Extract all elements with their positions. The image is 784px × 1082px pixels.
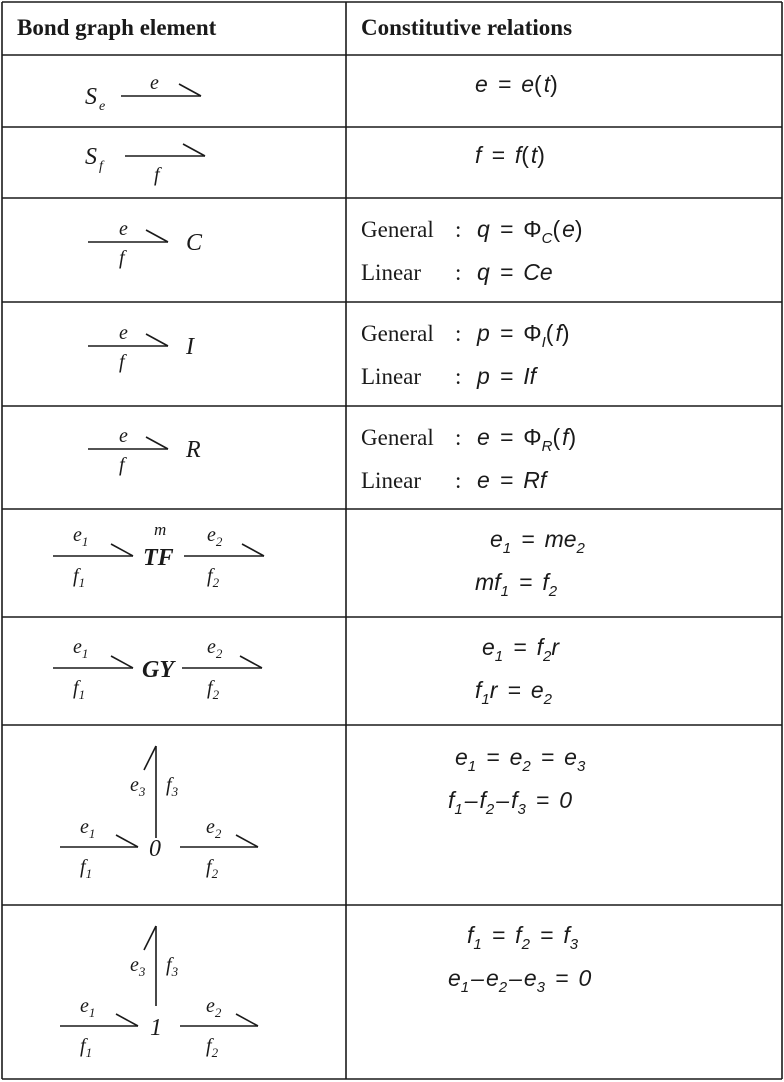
relation-kind-linear: Linear (361, 364, 422, 389)
effort-2-label: $e_2$ (207, 636, 223, 661)
relation-expr-general: $e = \Phi_R(f)$ (477, 424, 577, 455)
relation-kind-linear: Linear (361, 468, 422, 493)
relation-expr-linear: p = If (477, 363, 537, 389)
bond-half-arrow-1 (111, 544, 133, 556)
relation-line-2: $e_1-e_2-e_3 = 0$ (448, 965, 592, 996)
bond-half-arrow (146, 334, 168, 346)
relation-line-2: $f_1-f_2-f_3 = 0$ (448, 787, 573, 818)
bond-half-arrow-1 (116, 835, 138, 847)
flow-1-label: $f_1$ (73, 565, 86, 590)
effort-2-label: $e_2$ (206, 816, 222, 841)
flow-3-label: $f_3$ (166, 774, 179, 799)
row-inertia (88, 320, 570, 389)
row-capacitor (88, 216, 583, 285)
flow-1-label: $f_1$ (80, 1035, 93, 1060)
flow-2-label: $f_2$ (206, 1035, 219, 1060)
row-zero-junction (60, 744, 586, 881)
effort-3-label: $e_3$ (130, 954, 146, 979)
bond-half-arrow (146, 437, 168, 449)
relation-expr-linear: q = Ce (477, 259, 553, 285)
source-subscript: f (99, 159, 103, 174)
bond-half-arrow-3 (144, 746, 156, 770)
node-label: TF (143, 545, 174, 571)
node-label: R (186, 437, 201, 463)
node-label: C (186, 230, 203, 256)
relation-line-1: $e_1 = f_2r$ (482, 634, 559, 665)
relation-sep: : (455, 425, 462, 450)
relation-line-1: $e_1 = e_2 = e_3$ (455, 744, 586, 775)
relation-expr-general: $p = \Phi_I(f)$ (477, 320, 570, 351)
relation-line-1: $f_1 = f_2 = f_3$ (467, 922, 579, 953)
header-constitutive-relations: Constitutive relations (361, 15, 573, 40)
flow-2-label: $f_2$ (207, 677, 220, 702)
relation-sep: : (455, 364, 462, 389)
row-resistor (88, 424, 576, 493)
bond-half-arrow-1 (116, 1014, 138, 1026)
source-subscript: e (99, 99, 106, 114)
relation-sep: : (455, 468, 462, 493)
relation-sep: : (455, 321, 462, 346)
flow-label: f (154, 164, 160, 186)
relation-line-1: f = f(t) (475, 142, 545, 168)
effort-2-label: $e_2$ (206, 995, 222, 1020)
row-transformer (53, 520, 586, 600)
relation-kind-general: General (361, 217, 434, 242)
relation-line-2: $f_1r = e_2$ (475, 677, 552, 708)
table-grid (2, 2, 782, 1079)
effort-label: e (119, 218, 128, 240)
relation-kind-linear: Linear (361, 260, 422, 285)
effort-1-label: $e_1$ (80, 816, 96, 841)
modulus-label: m (154, 520, 167, 539)
relation-kind-general: General (361, 321, 434, 346)
bond-half-arrow-2 (242, 544, 264, 556)
relation-sep: : (455, 217, 462, 242)
header-bond-graph-element: Bond graph element (17, 15, 217, 40)
effort-label: e (150, 72, 159, 94)
flow-label: f (119, 351, 125, 373)
node-label: 0 (149, 836, 161, 862)
effort-label: e (119, 322, 128, 344)
flow-3-label: $f_3$ (166, 954, 179, 979)
relation-line-2: $mf_1 = f_2$ (475, 569, 558, 600)
relation-kind-general: General (361, 425, 434, 450)
effort-2-label: $e_2$ (207, 524, 223, 549)
effort-3-label: $e_3$ (130, 774, 146, 799)
effort-1-label: $e_1$ (73, 524, 89, 549)
row-flow-source (85, 142, 545, 186)
flow-label: f (119, 454, 125, 476)
relation-expr-general: $q = \Phi_C(e)$ (477, 216, 583, 247)
row-gyrator (53, 634, 560, 708)
bond-half-arrow-3 (144, 926, 156, 950)
source-symbol: S (85, 144, 97, 170)
relation-expr-linear: e = Rf (477, 467, 547, 493)
node-label: I (186, 334, 194, 360)
bond-half-arrow-1 (111, 656, 133, 668)
relation-sep: : (455, 260, 462, 285)
relation-line-1: e = e(t) (475, 71, 558, 97)
effort-1-label: $e_1$ (80, 995, 96, 1020)
flow-1-label: $f_1$ (80, 856, 93, 881)
effort-label: e (119, 425, 128, 447)
effort-1-label: $e_1$ (73, 636, 89, 661)
bond-half-arrow-2 (240, 656, 262, 668)
source-symbol: S (85, 84, 97, 110)
row-effort-source (85, 71, 558, 114)
bond-half-arrow-2 (236, 1014, 258, 1026)
bond-half-arrow (146, 230, 168, 242)
node-label: GY (142, 657, 174, 683)
bond-half-arrow-2 (236, 835, 258, 847)
bond-half-arrow (179, 84, 201, 96)
bond-half-arrow (183, 144, 205, 156)
flow-2-label: $f_2$ (206, 856, 219, 881)
relation-line-1: $e_1 = me_2$ (490, 526, 585, 557)
flow-1-label: $f_1$ (73, 677, 86, 702)
node-label: 1 (150, 1015, 162, 1041)
flow-2-label: $f_2$ (207, 565, 220, 590)
flow-label: f (119, 247, 125, 269)
row-one-junction (60, 922, 591, 1060)
